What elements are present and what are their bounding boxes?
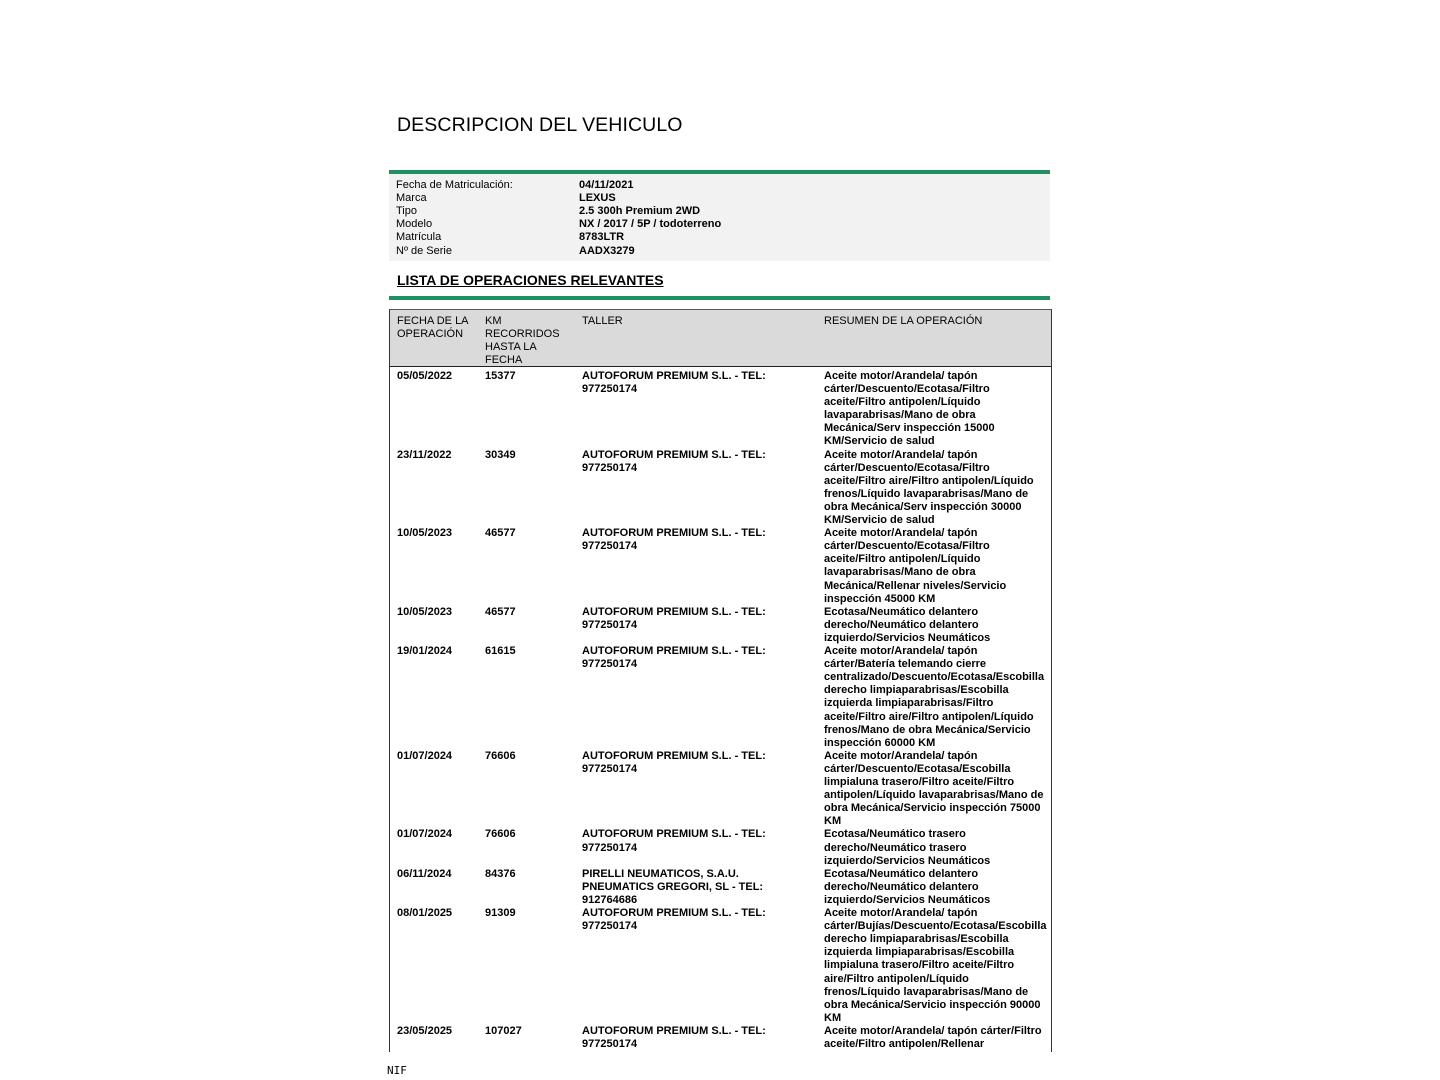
cell-resumen: Aceite motor/Arandela/ tapón cárter/Descuento/Ecotasa/Escobilla limpialuna trasero/Filtro aceite/Filtro antipolen/Líquido lavaparabrisas/Mano de obra Mecánica/Servicio inspección 75000 KM [824,749,1044,828]
cell-resumen: Aceite motor/Arandela/ tapón cárter/Descuento/Ecotasa/Filtro aceite/Filtro antipolen/Líquido lavaparabrisas/Mano de obra Mecánica/Serv inspección 15000 KM/Servicio de salud [824,370,995,448]
cell-taller: AUTOFORUM PREMIUM S.L. - TEL: 977250174 [582,448,766,474]
cell-resumen: Ecotasa/Neumático delantero derecho/Neumático delantero izquierdo/Servicios Neumáticos [824,605,991,644]
cell-resumen: Aceite motor/Arandela/ tapón cárter/Descuento/Ecotasa/Filtro aceite/Filtro antipolen/Líquido lavaparabrisas/Mano de obra Mecánica/Rellenar niveles/Servicio inspección 45000 KM [824,527,1007,605]
cell-km: 76606 [485,749,516,762]
cell-fecha: 05/05/2022 [397,370,453,382]
field-label: Tipo [396,205,417,218]
field-value: AADX3279 [579,244,635,257]
table-row [390,828,1051,867]
table-row [390,449,1051,528]
accent-divider-operations [389,296,1050,300]
cell-resumen: Aceite motor/Arandela/ tapón cárter/Filtro aceite/Filtro antipolen/Rellenar [824,1024,1042,1051]
operations-table [389,309,1052,1052]
field-value: 8783LTR [579,231,625,244]
table-row [390,868,1051,907]
cell-taller: AUTOFORUM PREMIUM S.L. - TEL: 977250174 [582,370,766,396]
table-row [390,370,1051,449]
cell-fecha: 23/11/2022 [397,448,452,461]
cell-km: 46577 [485,605,516,618]
cell-taller: AUTOFORUM PREMIUM S.L. - TEL: 977250174 [582,907,766,933]
cell-km: 61615 [485,645,516,658]
field-value: 2.5 300h Premium 2WD [579,205,701,218]
nif-label: NIF [387,1064,407,1077]
cell-fecha: 01/07/2024 [397,749,453,762]
cell-km: 76606 [485,828,516,841]
cell-taller: AUTOFORUM PREMIUM S.L. - TEL: 977250174 [582,1024,766,1051]
header-taller: TALLER [582,315,623,327]
field-value: NX / 2017 / 5P / todoterreno [579,218,722,231]
cell-fecha: 10/05/2023 [397,527,453,540]
cell-taller: AUTOFORUM PREMIUM S.L. - TEL: 977250174 [582,828,766,854]
cell-km: 15377 [485,370,516,382]
header-km: KM RECORRIDOS HASTA LA FECHA [485,315,560,367]
cell-taller: AUTOFORUM PREMIUM S.L. - TEL: 977250174 [582,605,766,631]
cell-km: 91309 [485,907,516,920]
cell-km: 84376 [485,867,516,880]
cell-taller: AUTOFORUM PREMIUM S.L. - TEL: 977250174 [582,645,766,671]
cell-fecha: 19/01/2024 [397,645,453,658]
table-row [390,606,1051,645]
cell-taller: AUTOFORUM PREMIUM S.L. - TEL: 977250174 [582,749,766,775]
field-value: 04/11/2021 [579,179,634,191]
table-row [390,527,1051,606]
table-body [390,370,1051,1052]
field-label: Nº de Serie [396,244,452,257]
header-resumen: RESUMEN DE LA OPERACIÓN [824,315,983,327]
cell-km: 46577 [485,527,516,540]
cell-km: 107027 [485,1024,522,1037]
cell-fecha: 01/07/2024 [397,828,453,841]
operations-section-title: LISTA DE OPERACIONES RELEVANTES [397,272,664,288]
cell-resumen: Aceite motor/Arandela/ tapón cárter/Bujías/Descuento/Ecotasa/Escobilla derecho limpiaparabrisas/Escobilla izquierda limpiaparabrisas/Escobilla limpialuna trasero/Filtro aceite/Filtro aire/Filtro antipolen/Líquido frenos/Líquido lavaparabrisas/Mano de obra Mecánica/Servicio inspección 90000 KM [824,907,1047,1024]
page-title: DESCRIPCION DEL VEHICULO [397,114,683,136]
cell-taller: PIRELLI NEUMATICOS, S.A.U. PNEUMATICS GREGORI, SL - TEL: 912764686 [582,867,764,906]
table-row [390,907,1051,1025]
field-label: Fecha de Matriculación: [396,179,513,191]
cell-resumen: Aceite motor/Arandela/ tapón cárter/Descuento/Ecotasa/Filtro aceite/Filtro aire/Filtro antipolen/Líquido frenos/Líquido lavaparabrisas/Mano de obra Mecánica/Serv inspección 30000 KM/Servicio de salud [824,448,1034,527]
cell-fecha: 23/05/2025 [397,1024,453,1037]
table-header [390,310,1051,367]
table-row [390,1025,1051,1052]
cell-resumen: Ecotasa/Neumático delantero derecho/Neumático delantero izquierdo/Servicios Neumáticos [824,867,991,906]
field-label: Modelo [396,218,433,231]
cell-fecha: 08/01/2025 [397,907,453,920]
cell-resumen: Ecotasa/Neumático trasero derecho/Neumático trasero izquierdo/Servicios Neumáticos [824,828,991,867]
header-fecha: FECHA DE LA OPERACIÓN [397,315,468,341]
cell-resumen: Aceite motor/Arandela/ tapón cárter/Batería telemando cierre centralizado/Descuento/Ecotasa/Escobilla derecho limpiaparabrisas/Escobilla izquierda limpiaparabrisas/Filtro aceite/Filtro aire/Filtro antipolen/Líquido frenos/Mano de obra Mecánica/Servicio inspección 60000 KM [824,645,1045,749]
vehicle-info-panel [389,174,1050,261]
field-value: LEXUS [579,192,616,205]
table-row [390,645,1051,750]
table-row [390,750,1051,829]
cell-taller: AUTOFORUM PREMIUM S.L. - TEL: 977250174 [582,527,766,553]
cell-fecha: 10/05/2023 [397,605,453,618]
cell-km: 30349 [485,448,516,461]
field-label: Marca [396,192,427,205]
field-label: Matrícula [396,231,442,244]
cell-fecha: 06/11/2024 [397,867,452,880]
